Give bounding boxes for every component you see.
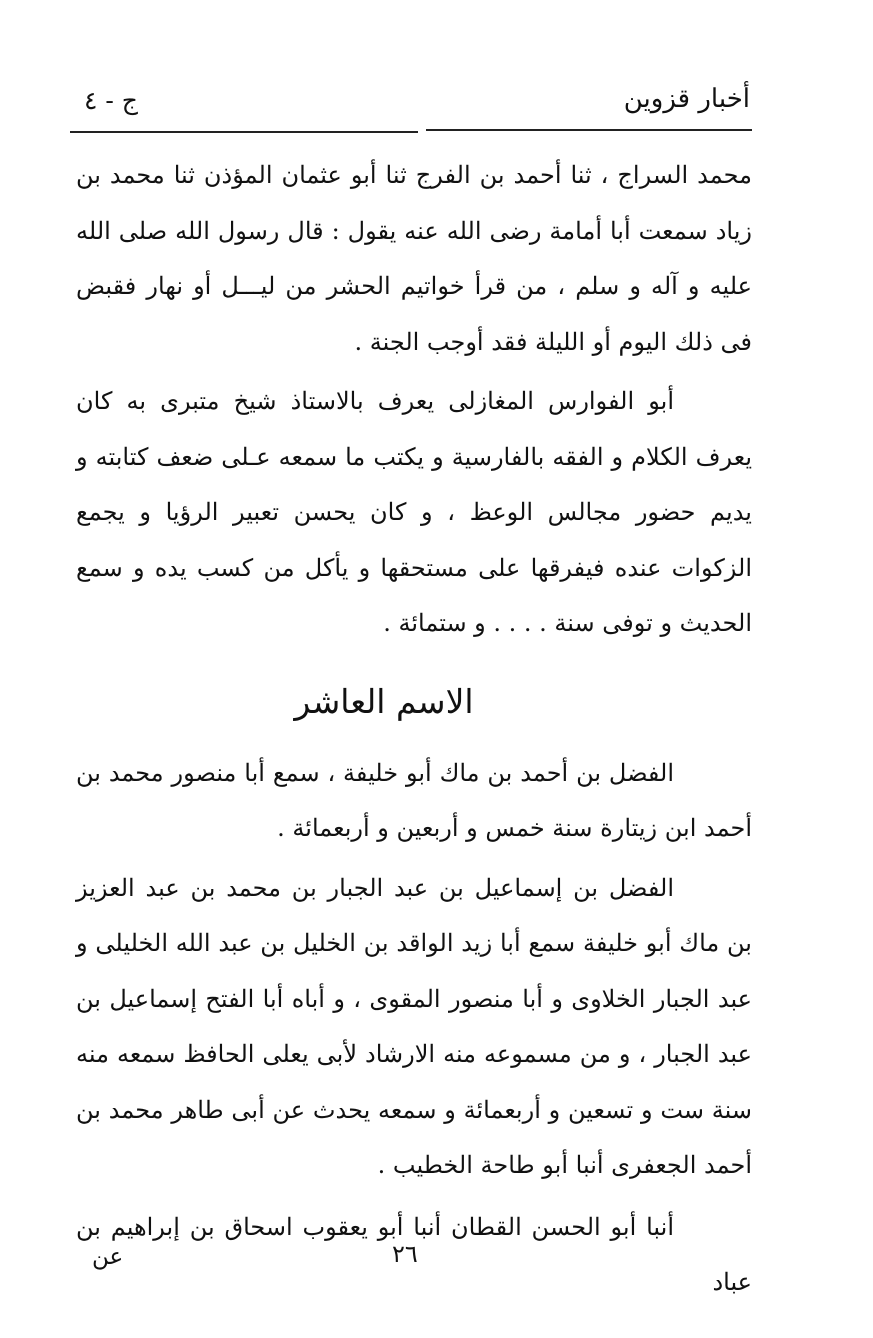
page-header	[70, 84, 752, 124]
section-heading: الاسم العاشر	[294, 681, 474, 721]
header-rule-left	[70, 131, 418, 133]
paragraph-isnad: أنبا أبو الحسن القطان أنبا أبو يعقوب اسحاق بن إبراهيم بن عباد	[76, 1212, 752, 1296]
paragraph-abul-fawaris: أبو الفوارس المغازلى يعرف بالاستاذ شيخ متبرى به كان يعرف الكلام و الفقه بالفارسية و يكتب ما سمعه عـلى ضعف كتابته و يديم حضور مجالس الوعظ ، و كان يحسن تعبير الرؤيا و يجمع الزكوات عنده فيفرقها على مستحقها و يأكل من كسب يده و سمع الحديث و توفى سنة . . . . و ستمائة .	[76, 387, 752, 637]
header-rule-right	[426, 129, 752, 131]
page-number: ٢٦	[392, 1240, 418, 1268]
page-body	[76, 148, 752, 1311]
paragraph-fadl-bin-ismail: الفضل بن إسماعيل بن عبد الجبار بن محمد بن عبد العزيز بن ماك أبو خليفة سمع أبا زيد الواقد بن الخليل بن عبد الله الخليلى و عبد الجبار الخلاوى و أبا منصور المقوى ، و أباه أبا الفتح إسماعيل بن عبد الجبار ، و من مسموعه منه الارشاد لأبى يعلى الحافظ سمعه منه سنة ست و تسعين و أربعمائة و سمعه يحدث عن أبى طاهر محمد بن أحمد الجعفرى أنبا أبو طاحة الخطيب .	[76, 873, 753, 1179]
catchword: عن	[92, 1244, 124, 1270]
page-footer	[70, 1240, 752, 1280]
paragraph-fadl-bin-ahmad: الفضل بن أحمد بن ماك أبو خليفة ، سمع أبا منصور محمد بن أحمد ابن زيتارة سنة خمس و أربعين و أربعمائة .	[76, 758, 752, 842]
running-title: أخبار قزوين	[623, 84, 750, 114]
volume-indicator: ج - ٤	[84, 86, 138, 115]
paragraph-hadith: محمد السراج ، ثنا أحمد بن الفرج ثنا أبو عثمان المؤذن ثنا محمد بن زياد سمعت أبا أمامة رضى الله عنه يقول : قال رسول الله صلى الله عليه و آله و سلم ، من قرأ خواتيم الحشر من ليـــل أو نهار فقبض فى ذلك اليوم أو الليلة فقد أوجب الجنة .	[76, 161, 752, 356]
